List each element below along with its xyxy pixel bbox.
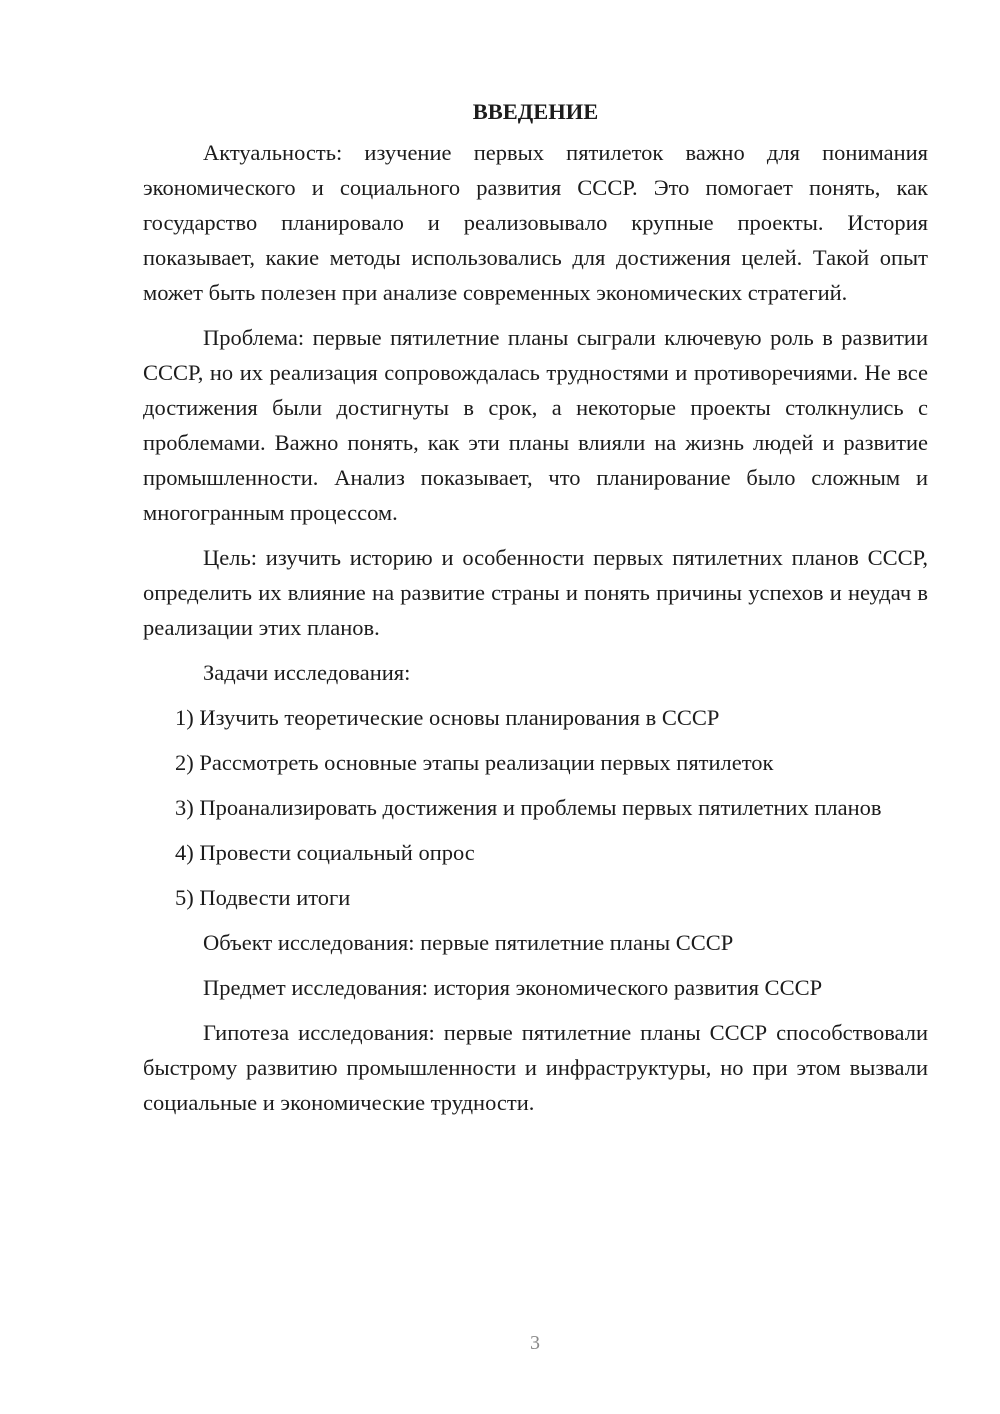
- task-item-1: 1) Изучить теоретические основы планирования в СССР: [175, 705, 720, 730]
- page-number: 3: [530, 1332, 540, 1354]
- page-body: [143, 94, 928, 1130]
- goal-paragraph: Цель: изучить историю и особенности первых пятилетних планов СССР, определить их влияние на развитие страны и понять причины успехов и неудач в реализации этих планов.: [143, 545, 928, 640]
- hypothesis-paragraph: Гипотеза исследования: первые пятилетние планы СССР способствовали быстрому развитию промышленности и инфраструктуры, но при этом вызвали социальные и экономические трудности.: [143, 1020, 928, 1115]
- task-item-4: 4) Провести социальный опрос: [175, 840, 475, 865]
- task-item-3: 3) Проанализировать достижения и проблемы первых пятилетних планов: [175, 795, 882, 820]
- task-item-5: 5) Подвести итоги: [175, 885, 351, 910]
- page-title: ВВЕДЕНИЕ: [472, 99, 599, 124]
- relevance-paragraph: Актуальность: изучение первых пятилеток важно для понимания экономического и социального развития СССР. Это помогает понять, как государство планировало и реализовывало крупные проекты. История показывает, какие методы использовались для достижения целей. Такой опыт может быть полезен при анализе современных экономических стратегий.: [143, 140, 928, 305]
- task-item-2: 2) Рассмотреть основные этапы реализации первых пятилеток: [175, 750, 774, 775]
- subject-paragraph: Предмет исследования: история экономического развития СССР: [203, 975, 823, 1000]
- tasks-heading: Задачи исследования:: [203, 660, 411, 685]
- problem-paragraph: Проблема: первые пятилетние планы сыграли ключевую роль в развитии СССР, но их реализация сопровождалась трудностями и противоречиями. Не все достижения были достигнуты в срок, а некоторые проекты столкнулись с проблемами. Важно понять, как эти планы влияли на жизнь людей и развитие промышленности. Анализ показывает, что планирование было сложным и многогранным процессом.: [143, 325, 928, 525]
- object-paragraph: Объект исследования: первые пятилетние планы СССР: [203, 930, 734, 955]
